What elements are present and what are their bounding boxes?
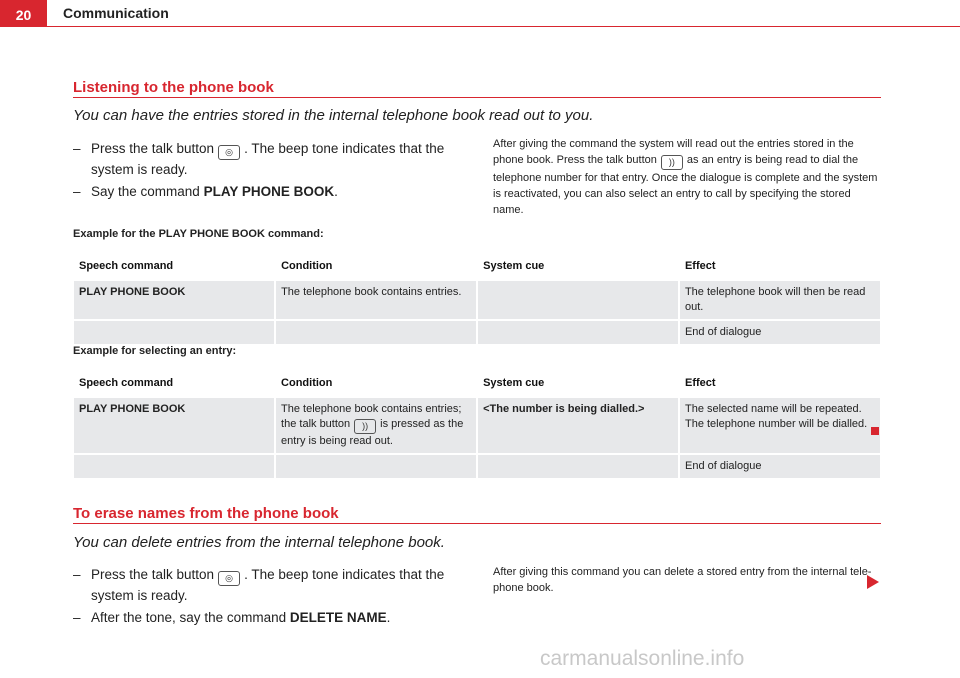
table-header-row — [74, 253, 880, 279]
dash-bullet: – — [73, 610, 81, 625]
instruction-step — [73, 139, 463, 179]
condition-cell: The telephone book contains entries. — [276, 281, 476, 319]
dash-bullet: – — [73, 567, 81, 582]
effect-cell: The telephone book will then be read out. — [680, 281, 880, 319]
section-heading-erase: To erase names from the phone book — [73, 505, 339, 522]
condition-text: is pressed as the entry is being read out. — [281, 418, 464, 447]
table-row — [74, 455, 880, 478]
talk-button-icon: )) — [661, 155, 683, 170]
column-header: Speech command — [74, 370, 274, 396]
command-keyword: PLAY PHONE BOOK — [203, 184, 335, 199]
step-text: . — [386, 610, 391, 625]
watermark: carmanualsonline.info — [540, 647, 745, 670]
system-cue-cell — [478, 321, 678, 344]
condition-cell — [276, 321, 476, 344]
instruction-step — [73, 182, 463, 201]
speech-command-cell — [74, 321, 274, 344]
step-text: . The beep tone indicates that the system is ready. — [91, 567, 445, 603]
continue-arrow-icon — [867, 575, 879, 589]
header-rule — [47, 26, 960, 27]
side-note — [493, 136, 881, 218]
column-header: System cue — [478, 253, 678, 279]
example-label: Example for the PLAY PHONE BOOK command: — [73, 228, 324, 240]
page-header — [0, 0, 960, 27]
talk-button-icon: ◎ — [218, 571, 240, 586]
table-row — [74, 281, 880, 319]
note-text: After giving the command the system will read out the entries stored in the phone book. Press the talk button — [493, 138, 854, 166]
speech-command-cell: PLAY PHONE BOOK — [74, 398, 274, 453]
page-number: 20 — [0, 0, 47, 27]
column-header: Condition — [276, 370, 476, 396]
system-cue-cell — [478, 281, 678, 319]
command-keyword: DELETE NAME — [289, 610, 387, 625]
section-rule — [73, 523, 881, 524]
table-header-row — [74, 370, 880, 396]
talk-button-icon: ◎ — [218, 145, 240, 160]
command-table — [72, 368, 882, 480]
effect-cell: End of dialogue — [680, 455, 880, 478]
effect-cell: The selected name will be repeated. The telephone number will be dialled. — [680, 398, 880, 453]
section-heading-listening: Listening to the phone book — [73, 79, 274, 96]
column-header: Effect — [680, 253, 880, 279]
step-text: Say the command — [91, 184, 204, 199]
dash-bullet: – — [73, 141, 81, 156]
speech-command-cell — [74, 455, 274, 478]
section-rule — [73, 97, 881, 98]
condition-cell — [276, 455, 476, 478]
step-text: . — [334, 184, 338, 199]
section-intro: You can have the entries stored in the internal telephone book read out to you. — [73, 107, 594, 124]
note-text: as an entry is being read to dial the telephone number for that entry. Once the dialogue is complete and the system is reactivated, you can also select an entry to call by specifying the stored name. — [493, 154, 878, 216]
instruction-step — [73, 565, 463, 605]
step-text: . The beep tone indicates that the system is ready. — [91, 141, 445, 177]
effect-cell: End of dialogue — [680, 321, 880, 344]
chapter-title: Communication — [63, 5, 169, 21]
condition-text: the talk button — [281, 418, 351, 430]
table-row — [74, 398, 880, 453]
section-intro: You can delete entries from the internal telephone book. — [73, 534, 445, 551]
side-note: After giving this command you can delete a stored entry from the internal tele-phone book. — [493, 566, 872, 594]
dash-bullet: – — [73, 184, 81, 199]
condition-text: The telephone book contains entries; — [281, 403, 462, 415]
step-text: Press the talk button — [91, 141, 215, 156]
command-table — [72, 251, 882, 346]
speech-command-cell: PLAY PHONE BOOK — [74, 281, 274, 319]
talk-button-icon: )) — [354, 419, 376, 434]
example-label: Example for selecting an entry: — [73, 345, 237, 357]
system-cue-cell — [478, 455, 678, 478]
column-header: Effect — [680, 370, 880, 396]
instruction-step — [73, 608, 463, 627]
column-header: Speech command — [74, 253, 274, 279]
end-of-section-icon — [871, 427, 879, 435]
column-header: System cue — [478, 370, 678, 396]
system-cue-cell: <The number is being dialled.> — [478, 398, 678, 453]
step-text: After the tone, say the command — [91, 610, 290, 625]
table-row — [74, 321, 880, 344]
column-header: Condition — [276, 253, 476, 279]
condition-cell — [276, 398, 476, 453]
step-text: Press the talk button — [91, 567, 215, 582]
